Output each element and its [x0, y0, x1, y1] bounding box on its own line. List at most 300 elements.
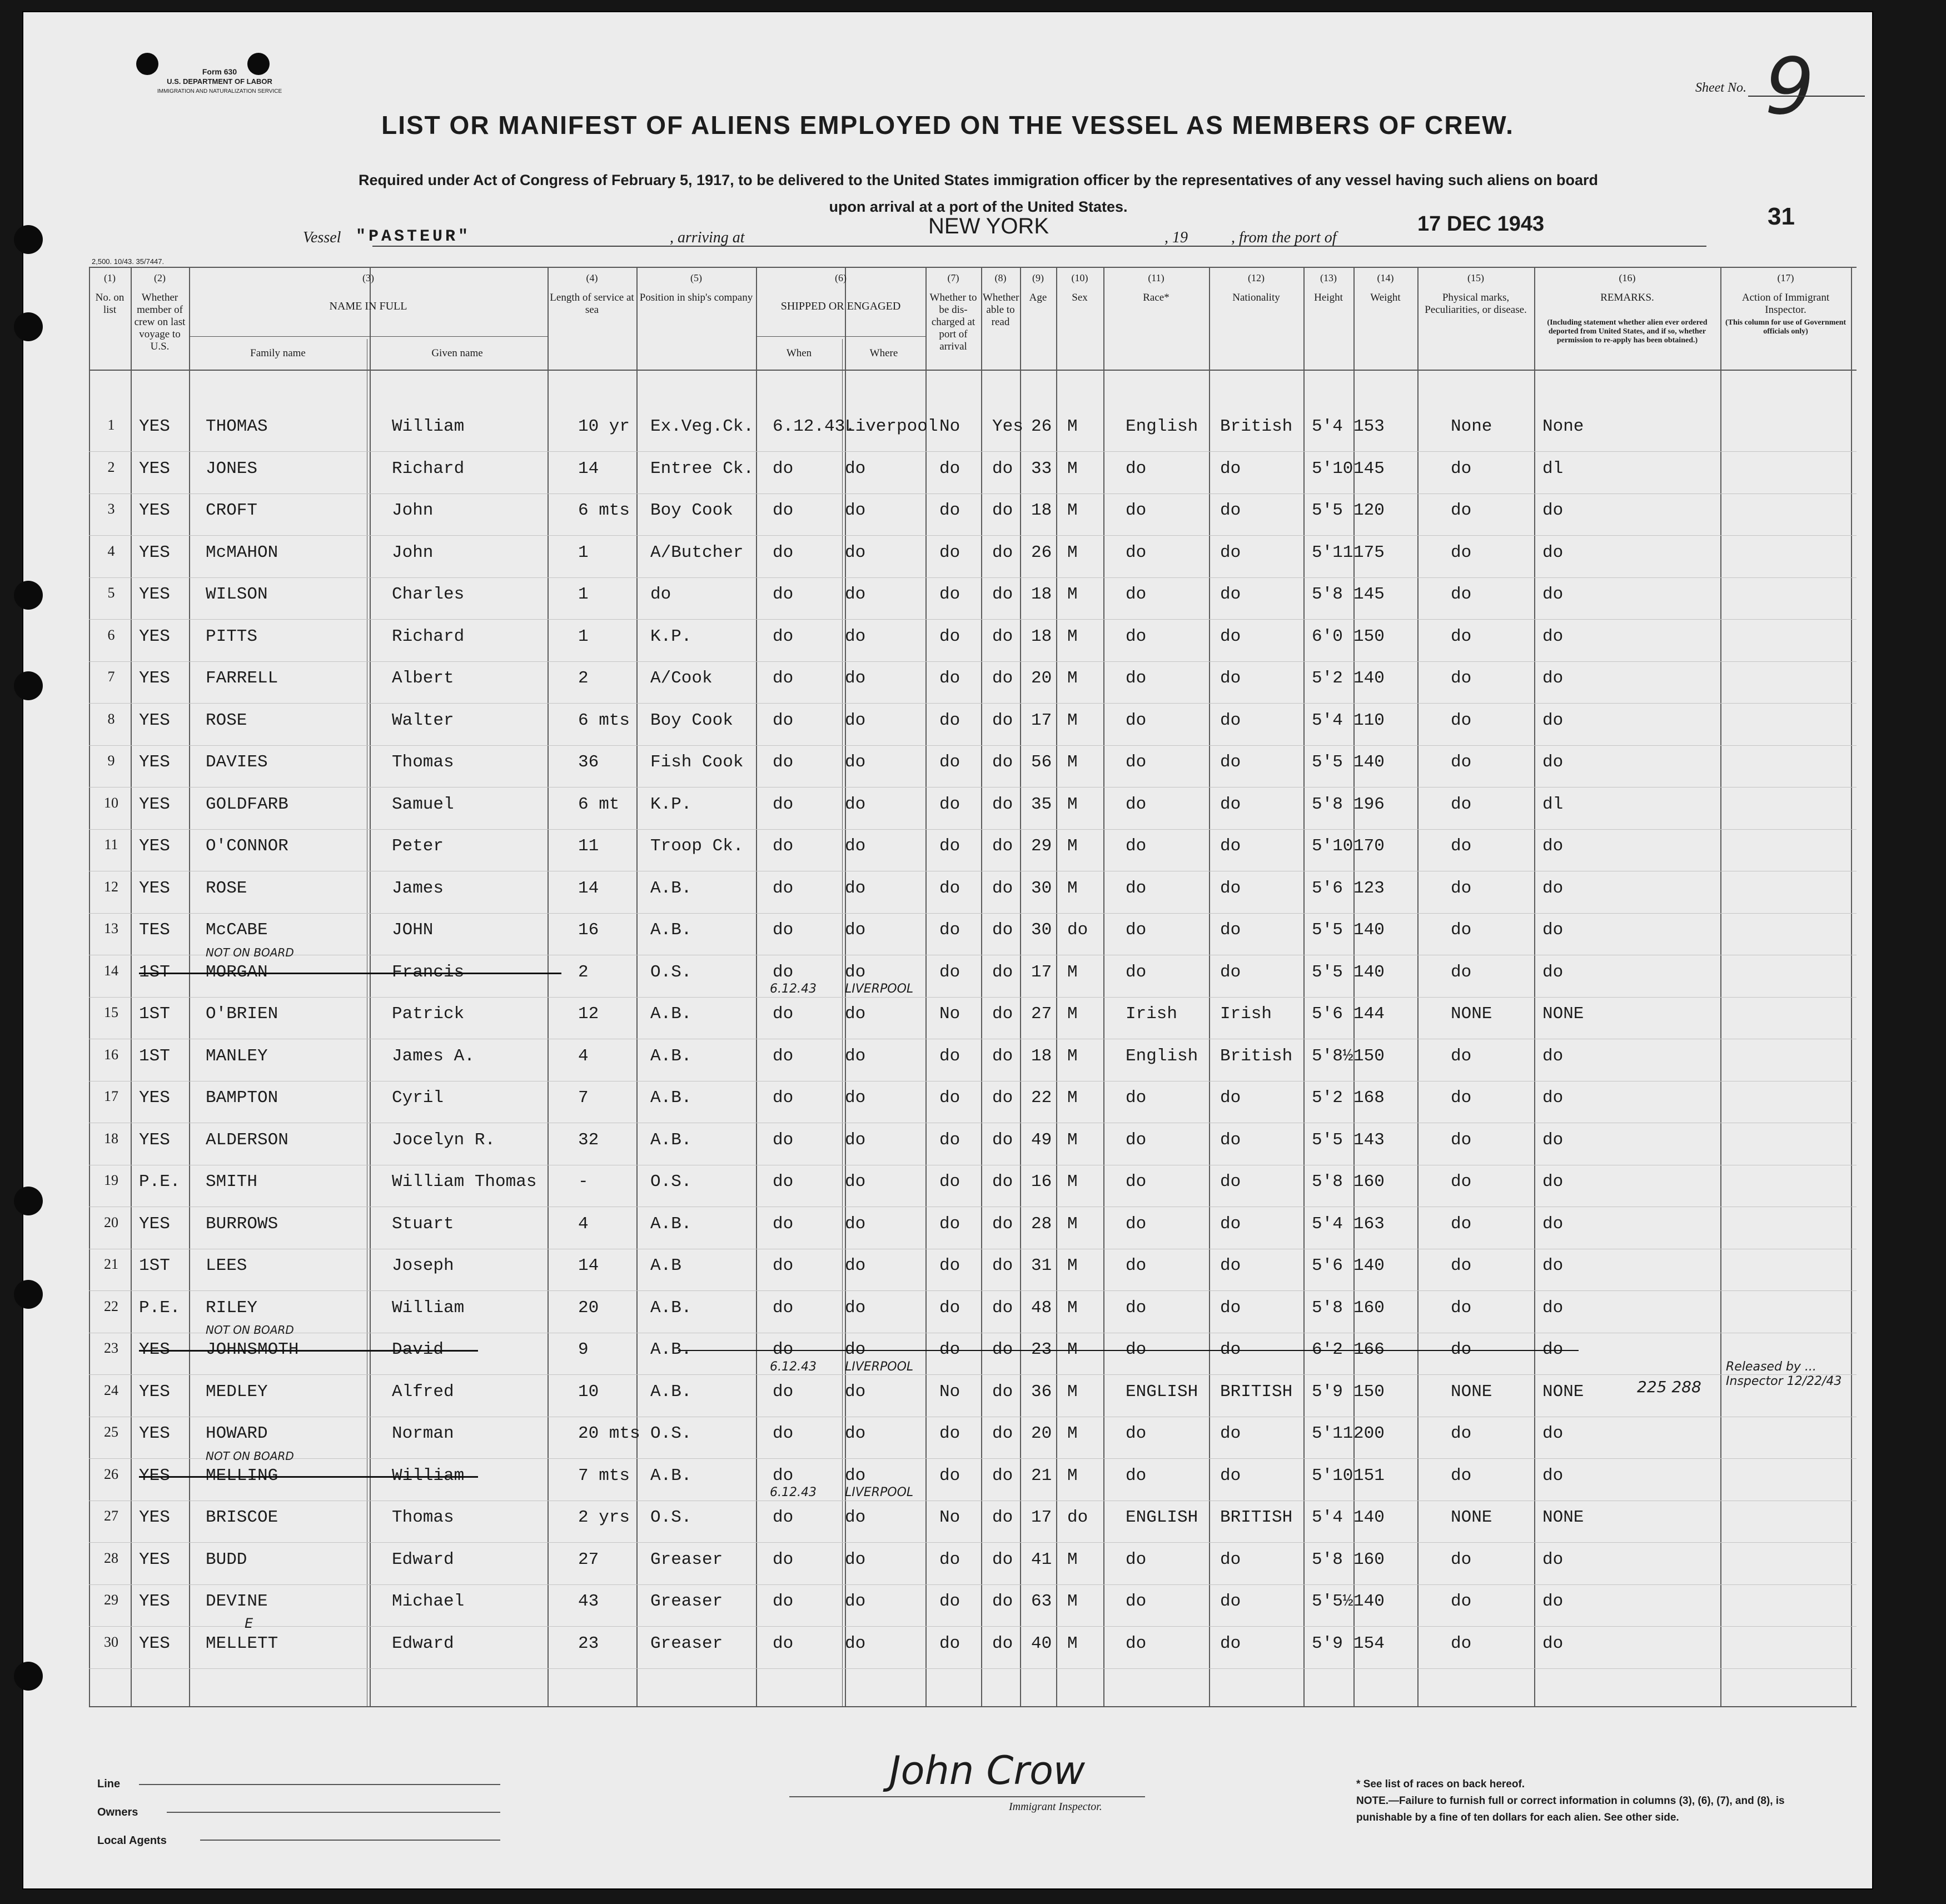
table-cell: NONE [1451, 1004, 1492, 1024]
table-cell: CROFT [206, 501, 258, 520]
column-divider [1303, 267, 1305, 1706]
table-cell: do [939, 710, 960, 730]
row-rule [89, 913, 1857, 914]
table-cell: 140 [1353, 752, 1385, 772]
row-number: 19 [104, 1172, 118, 1188]
table-cell: Patrick [392, 1004, 465, 1024]
handwritten-date: 6.12.43 [770, 1486, 817, 1499]
table-cell: NONE [1542, 1004, 1584, 1024]
table-cell: P.E. [139, 1298, 181, 1318]
table-cell: do [1126, 1214, 1147, 1234]
table-cell: DEVINE [206, 1592, 268, 1611]
table-cell: do [845, 1466, 866, 1486]
subtitle-line-2: upon arrival at a port of the United States. [829, 198, 1128, 215]
table-cell: 36 [578, 752, 599, 772]
row-rule [89, 1584, 1857, 1585]
table-cell: do [992, 1592, 1013, 1611]
column-header: SHIPPED OR ENGAGED [780, 300, 901, 312]
header-bottom-border [89, 370, 1857, 371]
table-cell: do [1451, 585, 1472, 604]
table-cell: Charles [392, 585, 465, 604]
column-header: Age [1029, 292, 1047, 303]
form-number: Form 630 [202, 67, 237, 76]
table-cell: do [939, 920, 960, 940]
punch-hole [14, 1187, 43, 1215]
table-cell: Samuel [392, 794, 454, 814]
column-divider [1720, 267, 1721, 1706]
table-cell: 26 [1031, 542, 1052, 562]
table-cell: BAMPTON [206, 1088, 278, 1108]
table-cell: 5'4 [1312, 417, 1343, 436]
table-cell: Irish [1126, 1004, 1178, 1024]
table-cell: do [773, 669, 794, 688]
row-rule [89, 1542, 1857, 1543]
table-cell: 10 yr [578, 417, 630, 436]
table-cell: YES [139, 585, 170, 604]
column-header-note: (This column for use of Government officials only) [1725, 318, 1847, 336]
table-cell: 5'4 [1312, 710, 1343, 730]
table-cell: do [773, 1508, 794, 1527]
table-cell: BRISCOE [206, 1508, 278, 1527]
column-header: Sex [1072, 292, 1088, 303]
table-cell: do [1220, 962, 1241, 982]
table-cell: A.B. [650, 878, 692, 898]
table-cell: Troop Ck. [650, 836, 744, 856]
table-bottom-border [89, 1706, 1857, 1707]
row-number: 28 [104, 1549, 118, 1566]
table-cell: 49 [1031, 1130, 1052, 1150]
table-cell: YES [139, 878, 170, 898]
table-cell: NONE [1542, 1508, 1584, 1527]
table-cell: do [939, 1298, 960, 1318]
table-cell: do [845, 1382, 866, 1402]
table-cell: William [392, 1466, 465, 1486]
row-rule [89, 1290, 1857, 1291]
table-cell: 6 mt [578, 794, 620, 814]
table-cell: MELLING [206, 1466, 278, 1486]
table-cell: McMAHON [206, 542, 278, 562]
table-cell: 5'5 [1312, 920, 1343, 940]
table-cell: 7 [578, 1088, 589, 1108]
column-divider [1209, 267, 1210, 1706]
row-number: 17 [104, 1088, 118, 1104]
table-cell: do [1451, 1424, 1472, 1443]
table-cell: 140 [1353, 669, 1385, 688]
table-cell: dl [1542, 794, 1564, 814]
table-cell: 41 [1031, 1549, 1052, 1569]
table-cell: 160 [1353, 1549, 1385, 1569]
row-rule [89, 703, 1857, 704]
table-cell: do [773, 1214, 794, 1234]
table-cell: do [992, 962, 1013, 982]
table-cell: 151 [1353, 1466, 1385, 1486]
table-cell: do [1126, 962, 1147, 982]
table-cell: 5'8 [1312, 1298, 1343, 1318]
column-divider [1353, 267, 1355, 1706]
arrival-port: NEW YORK [928, 214, 1049, 238]
table-cell: 29 [1031, 836, 1052, 856]
table-cell: M [1067, 585, 1078, 604]
table-cell: Norman [392, 1424, 454, 1443]
table-cell: 5'5 [1312, 501, 1343, 520]
races-note: * See list of races on back hereof. [1356, 1778, 1525, 1790]
column-subheader: Where [869, 347, 898, 359]
table-cell: do [1126, 1088, 1147, 1108]
table-cell: William [392, 417, 465, 436]
table-cell: do [1220, 752, 1241, 772]
table-cell: do [1220, 1340, 1241, 1359]
table-cell: do [773, 1298, 794, 1318]
arriving-label: , arriving at [670, 229, 745, 246]
inspector-signature: John Crow [889, 1748, 1086, 1793]
table-cell: do [1542, 752, 1564, 772]
column-subheader: Given name [431, 347, 483, 359]
table-cell: do [1126, 585, 1147, 604]
table-cell: K.P. [650, 626, 692, 646]
table-cell: do [1542, 962, 1564, 982]
table-cell: do [845, 1130, 866, 1150]
table-cell: Cyril [392, 1088, 444, 1108]
table-cell: do [992, 1382, 1013, 1402]
table-cell: do [1126, 878, 1147, 898]
local-agents-label: Local Agents [97, 1835, 167, 1847]
table-cell: M [1067, 1466, 1078, 1486]
column-divider [636, 267, 638, 1706]
table-cell: BRITISH [1220, 1508, 1293, 1527]
punch-hole [14, 671, 43, 700]
handwritten-port: LIVERPOOL [845, 1486, 914, 1499]
table-cell: dl [1542, 458, 1564, 479]
table-cell: do [845, 1298, 866, 1318]
table-cell: 5'6 [1312, 1256, 1343, 1275]
table-cell: 5'6 [1312, 878, 1343, 898]
column-number: (14) [1377, 272, 1394, 283]
row-rule [89, 829, 1857, 830]
table-cell: None [1542, 417, 1584, 436]
table-cell: 5'8½ [1312, 1046, 1353, 1066]
table-cell: M [1067, 1130, 1078, 1150]
row-rule [89, 997, 1857, 998]
table-cell: do [1451, 710, 1472, 730]
inspector-action-note: Released by ... Inspector 12/22/43 [1726, 1359, 1842, 1388]
column-divider [1056, 267, 1057, 1706]
row-number: 4 [107, 542, 115, 559]
table-cell: 145 [1353, 458, 1385, 479]
table-cell: do [992, 585, 1013, 604]
table-cell: A.B. [650, 1130, 692, 1150]
table-cell: do [1126, 626, 1147, 646]
table-cell: do [992, 1046, 1013, 1066]
table-cell: 5'10 [1312, 836, 1353, 856]
table-cell: YES [139, 1214, 170, 1234]
table-cell: RILEY [206, 1298, 258, 1318]
table-cell: NONE [1451, 1508, 1492, 1527]
table-cell: do [845, 1004, 866, 1024]
table-cell: do [939, 878, 960, 898]
table-cell: 32 [578, 1130, 599, 1150]
table-cell: 17 [1031, 962, 1052, 982]
print-code: 2,500. 10/43. 35/7447. [92, 257, 165, 266]
table-cell: 150 [1353, 1046, 1385, 1066]
table-cell: 123 [1353, 878, 1385, 898]
row-number: 26 [104, 1466, 118, 1482]
table-cell: do [1220, 458, 1241, 479]
table-cell: M [1067, 1172, 1078, 1192]
table-cell: M [1067, 669, 1078, 688]
table-cell: do [1220, 626, 1241, 646]
table-cell: DAVIES [206, 752, 268, 772]
table-cell: 18 [1031, 585, 1052, 604]
column-divider [1534, 267, 1535, 1706]
signature-line [789, 1796, 1145, 1797]
column-header: Physical marks, Peculiarities, or disease. [1425, 292, 1527, 316]
row-number: 15 [104, 1004, 118, 1020]
row-number: 11 [104, 836, 118, 853]
table-cell: JOHN [392, 920, 434, 940]
table-cell: No [939, 1508, 960, 1527]
table-cell: do [992, 1088, 1013, 1108]
table-cell: YES [139, 710, 170, 730]
row-number: 5 [107, 585, 115, 601]
local-agents-field [200, 1840, 500, 1841]
vessel-underline [372, 246, 1706, 247]
column-header: Action of Immigrant Inspector. [1741, 292, 1830, 316]
table-cell: do [939, 1172, 960, 1192]
department-name: U.S. DEPARTMENT OF LABOR [167, 77, 272, 86]
handwritten-date: 6.12.43 [770, 982, 817, 996]
table-cell: do [992, 1633, 1013, 1653]
table-cell: O.S. [650, 1424, 692, 1443]
table-cell: P.E. [139, 1172, 181, 1192]
table-cell: No [939, 1382, 960, 1402]
table-cell: Richard [392, 458, 465, 479]
table-cell: do [773, 710, 794, 730]
table-cell: do [1542, 1256, 1564, 1275]
table-cell: 27 [578, 1549, 599, 1569]
table-cell: do [939, 1340, 960, 1359]
table-cell: 1ST [139, 1256, 170, 1275]
table-cell: 31 [1031, 1256, 1052, 1275]
punch-hole [14, 1662, 43, 1691]
table-cell: do [992, 1172, 1013, 1192]
subtitle-line-1: Required under Act of Congress of February 5, 1917, to be delivered to the United States immigration officer by the representatives of any vessel having such aliens on board [358, 172, 1599, 188]
table-cell: 4 [578, 1214, 589, 1234]
table-cell: 5'5½ [1312, 1592, 1353, 1611]
table-cell: do [1451, 878, 1472, 898]
table-cell: do [1220, 501, 1241, 520]
table-cell: do [1451, 1633, 1472, 1653]
table-cell: do [845, 1256, 866, 1275]
table-cell: O'BRIEN [206, 1004, 278, 1024]
table-cell: M [1067, 458, 1078, 479]
table-cell: do [1126, 1633, 1147, 1653]
table-cell: 5'5 [1312, 962, 1343, 982]
table-cell: 5'9 [1312, 1633, 1343, 1653]
table-cell: NONE [1451, 1382, 1492, 1402]
table-cell: 120 [1353, 501, 1385, 520]
table-cell: YES [139, 1424, 170, 1443]
table-cell: 1ST [139, 1004, 170, 1024]
table-cell: do [939, 542, 960, 562]
column-number: (15) [1467, 272, 1484, 283]
owners-field [167, 1812, 500, 1813]
table-cell: YES [139, 1549, 170, 1569]
table-cell: do [992, 752, 1013, 772]
table-cell: 5'6 [1312, 1004, 1343, 1024]
table-cell: 48 [1031, 1298, 1052, 1318]
table-cell: do [1126, 458, 1147, 479]
table-cell: Boy Cook [650, 710, 733, 730]
table-cell: Alfred [392, 1382, 454, 1402]
table-cell: THOMAS [206, 417, 268, 436]
table-cell: do [845, 752, 866, 772]
strikethrough-line [139, 1476, 478, 1478]
table-cell: do [1542, 920, 1564, 940]
table-cell: BRITISH [1220, 1382, 1293, 1402]
column-header: Whether able to read [983, 292, 1019, 328]
table-cell: do [773, 794, 794, 814]
table-cell: Entree Ck. [650, 458, 754, 479]
table-cell: do [1542, 1214, 1564, 1234]
table-cell: 12 [578, 1004, 599, 1024]
table-cell: A.B. [650, 1382, 692, 1402]
table-cell: British [1220, 417, 1293, 436]
column-number: (9) [1032, 272, 1044, 283]
table-cell: 140 [1353, 962, 1385, 982]
table-cell: 21 [1031, 1466, 1052, 1486]
table-cell: YES [139, 1633, 170, 1653]
table-cell: do [992, 1466, 1013, 1486]
table-cell: do [1220, 1549, 1241, 1569]
table-cell: do [650, 585, 671, 604]
table-cell: do [1451, 626, 1472, 646]
table-cell: do [992, 794, 1013, 814]
table-cell: do [1542, 1340, 1564, 1359]
table-cell: do [1542, 1088, 1564, 1108]
table-cell: do [773, 878, 794, 898]
table-cell: YES [139, 836, 170, 856]
table-cell: do [1542, 585, 1564, 604]
document-title: LIST OR MANIFEST OF ALIENS EMPLOYED ON THE VESSEL AS MEMBERS OF CREW. [381, 111, 1514, 139]
table-cell: 5'11 [1312, 542, 1353, 562]
table-cell: Walter [392, 710, 454, 730]
table-cell: do [773, 1172, 794, 1192]
table-cell: do [1542, 1130, 1564, 1150]
table-cell: LEES [206, 1256, 247, 1275]
table-cell: MORGAN [206, 962, 268, 982]
table-cell: do [845, 1549, 866, 1569]
sheet-number: 9 [1765, 42, 1815, 132]
table-cell: 22 [1031, 1088, 1052, 1108]
table-cell: do [773, 920, 794, 940]
table-cell: 2 [578, 962, 589, 982]
table-cell: 6 mts [578, 710, 630, 730]
column-subheader: When [786, 347, 812, 359]
table-cell: 200 [1353, 1424, 1385, 1443]
table-cell: Jocelyn R. [392, 1130, 496, 1150]
table-cell: do [1126, 542, 1147, 562]
table-cell: Edward [392, 1549, 454, 1569]
table-cell: 6.12.43. [773, 417, 855, 436]
table-cell: do [1126, 752, 1147, 772]
table-cell: do [1451, 752, 1472, 772]
column-header: Whether member of crew on last voyage to U.S. [134, 292, 186, 352]
column-header-note: (Including statement whether alien ever ordered deported from United States, and if so, whether permission to re-apply has been obtained.) [1547, 318, 1708, 345]
table-cell: do [1542, 710, 1564, 730]
column-number: (6) [835, 272, 847, 283]
table-cell: English [1126, 417, 1198, 436]
table-cell: do [992, 1508, 1013, 1527]
table-cell: do [1126, 1130, 1147, 1150]
table-cell: Irish [1220, 1004, 1272, 1024]
table-cell: do [845, 710, 866, 730]
table-cell: JONES [206, 458, 258, 479]
manifest-sheet [22, 11, 1873, 1890]
immigrant-inspector-label: Immigrant Inspector. [1009, 1801, 1102, 1813]
table-cell: do [773, 626, 794, 646]
table-cell: 5'4 [1312, 1508, 1343, 1527]
table-cell: 143 [1353, 1130, 1385, 1150]
table-cell: 160 [1353, 1172, 1385, 1192]
column-number: (10) [1071, 272, 1088, 283]
table-cell: do [1126, 1424, 1147, 1443]
table-cell: 35 [1031, 794, 1052, 814]
row-rule [89, 1668, 1857, 1669]
table-cell: 5'5 [1312, 1130, 1343, 1150]
row-rule [89, 661, 1857, 662]
column-number: (12) [1248, 272, 1265, 283]
table-cell: do [1451, 1256, 1472, 1275]
table-cell: do [845, 1508, 866, 1527]
table-cell: YES [139, 1130, 170, 1150]
table-cell: 17 [1031, 710, 1052, 730]
table-cell: do [845, 542, 866, 562]
table-cell: 1 [578, 542, 589, 562]
row-number: 18 [104, 1130, 118, 1147]
table-cell: 175 [1353, 542, 1385, 562]
table-cell: do [845, 1340, 866, 1359]
table-cell: YES [139, 1340, 170, 1359]
column-number: (1) [104, 272, 116, 283]
table-cell: YES [139, 626, 170, 646]
table-cell: do [992, 920, 1013, 940]
table-cell: 5'11 [1312, 1424, 1353, 1443]
table-cell: do [1126, 920, 1147, 940]
table-cell: do [939, 752, 960, 772]
table-cell: do [1451, 794, 1472, 814]
table-cell: do [1451, 1130, 1472, 1150]
column-number: (13) [1320, 272, 1337, 283]
column-divider [1103, 267, 1104, 1706]
table-cell: No [939, 1004, 960, 1024]
row-number: 30 [104, 1633, 118, 1650]
table-cell: 140 [1353, 1592, 1385, 1611]
table-cell: do [773, 1256, 794, 1275]
table-cell: MEDLEY [206, 1382, 268, 1402]
table-cell: do [1220, 1592, 1241, 1611]
table-cell: do [773, 1382, 794, 1402]
table-cell: do [1067, 920, 1088, 940]
table-cell: do [1220, 1424, 1241, 1443]
table-cell: do [1220, 794, 1241, 814]
table-cell: do [1542, 1633, 1564, 1653]
table-cell: do [1451, 1549, 1472, 1569]
table-cell: do [1542, 501, 1564, 520]
table-cell: do [1220, 542, 1241, 562]
table-cell: 36 [1031, 1382, 1052, 1402]
table-cell: do [1220, 1214, 1241, 1234]
table-cell: do [845, 920, 866, 940]
